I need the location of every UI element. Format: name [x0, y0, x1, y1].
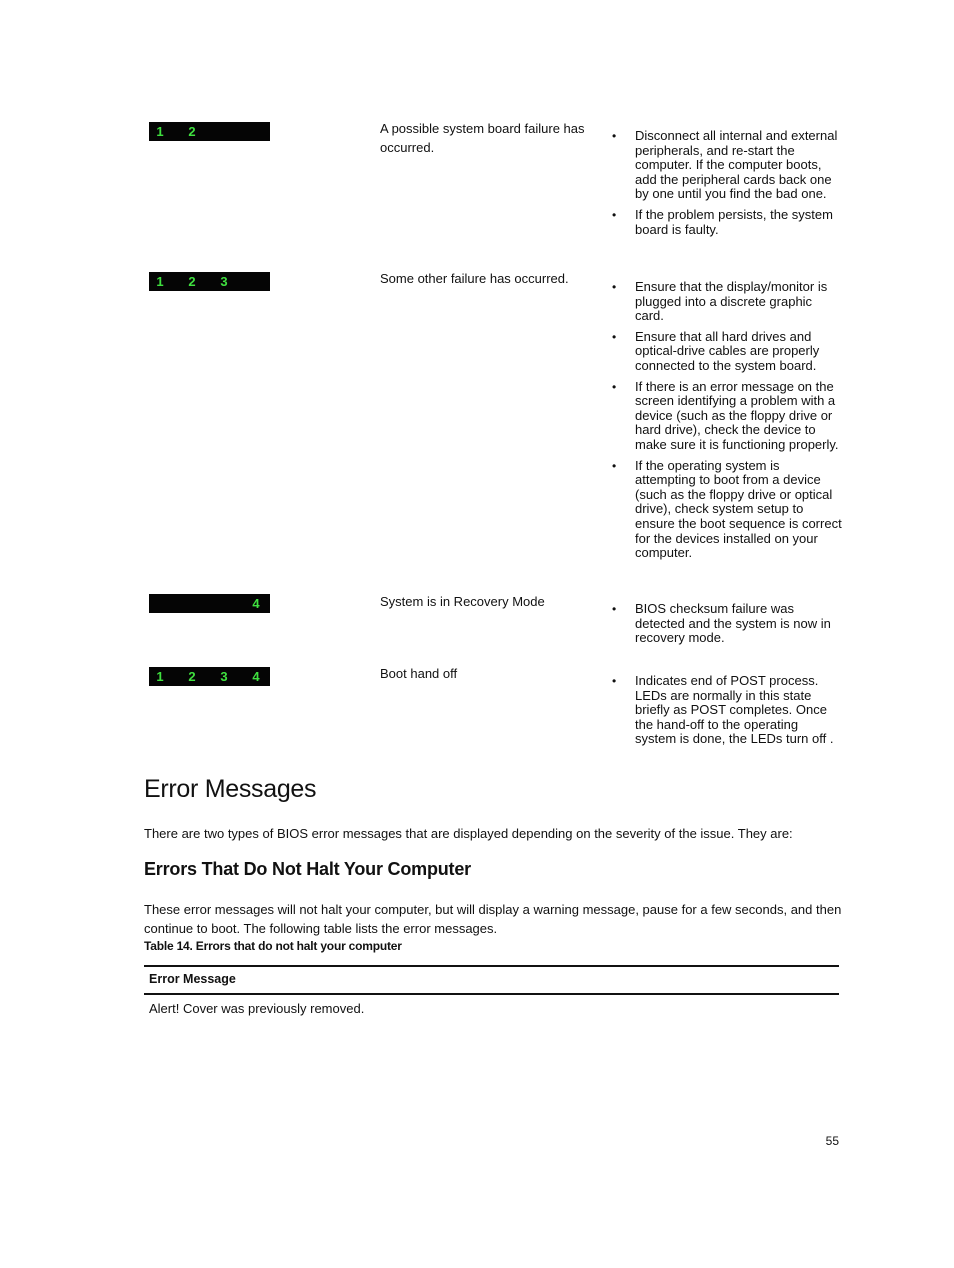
action-item: • If the operating system is attempting to boot from a device (such as the floppy drive or optical drive), check system setup to ensure the boot sequence is correct for the devices installed on your computer.: [612, 457, 842, 561]
led-1: 1: [156, 124, 164, 139]
led-2: 2: [188, 124, 196, 139]
action-item: • If there is an error message on the screen identifying a problem with a device (such as the floppy drive or hard drive), check the device to make sure it is functioning properly.: [612, 378, 839, 452]
led-2: 2: [188, 274, 196, 289]
action-item: • Disconnect all internal and external peripherals, and re-start the computer. If the computer boots, add the peripheral cards back one by one until you find the bad one.: [612, 128, 838, 202]
led-indicator: [149, 122, 270, 141]
problem-description: System is in Recovery Mode: [380, 594, 545, 609]
column-header: Error Message: [144, 966, 839, 994]
led-4: 4: [252, 669, 260, 684]
problem-description: Boot hand off: [380, 666, 458, 681]
bullet-icon: •: [612, 602, 617, 616]
bullet-icon: •: [612, 280, 617, 294]
action-list: [612, 602, 842, 652]
led-4: 4: [252, 596, 260, 611]
action-item: • Indicates end of POST process. LEDs are normally in this state briefly as POST completes. Once the hand-off to the operating system is done, the LEDs turn off .: [612, 673, 834, 747]
table-row: [144, 994, 839, 1023]
led-2: 2: [188, 669, 196, 684]
table-caption: Table 14. Errors that do not halt your computer: [144, 939, 402, 953]
intro-paragraph: There are two types of BIOS error messages that are displayed depending on the severity of the issue. They are:: [144, 826, 793, 841]
bullet-icon: •: [612, 458, 617, 473]
error-table: [144, 965, 839, 1023]
page-number: 55: [825, 1134, 839, 1148]
led-3: 3: [220, 274, 228, 289]
table-cell: Alert! Cover was previously removed.: [149, 1000, 365, 1016]
problem-description: Some other failure has occurred.: [380, 271, 569, 286]
action-item: • Ensure that the display/monitor is plugged into a discrete graphic card.: [612, 279, 828, 324]
led-indicator: [149, 272, 270, 291]
led-indicator: [149, 594, 270, 613]
led-1: 1: [156, 274, 164, 289]
led-1: 1: [156, 669, 164, 684]
bullet-icon: •: [612, 129, 617, 143]
action-item: • Ensure that all hard drives and optical-drive cables are properly connected to the system board.: [612, 328, 820, 373]
subsection-paragraph: These error messages will not halt your computer, but will display a warning message, pause for a few seconds, and then continue to boot. The following table lists the error messages.: [144, 902, 842, 936]
action-list: [612, 674, 842, 753]
action-item: • If the problem persists, the system board is faulty.: [612, 206, 833, 237]
action-list: [612, 129, 842, 243]
bullet-icon: •: [612, 674, 617, 688]
bullet-icon: •: [612, 379, 617, 394]
section-title: Error Messages: [144, 775, 317, 803]
action-item: • BIOS checksum failure was detected and the system is now in recovery mode.: [612, 601, 831, 646]
table-header-row: [144, 966, 839, 994]
led-indicator: [149, 667, 270, 686]
action-list: [612, 280, 842, 567]
bullet-icon: •: [612, 329, 617, 344]
bullet-icon: •: [612, 207, 617, 222]
subsection-title: Errors That Do Not Halt Your Computer: [144, 859, 471, 879]
problem-description: A possible system board failure has occurred.: [380, 121, 585, 155]
led-3: 3: [220, 669, 228, 684]
